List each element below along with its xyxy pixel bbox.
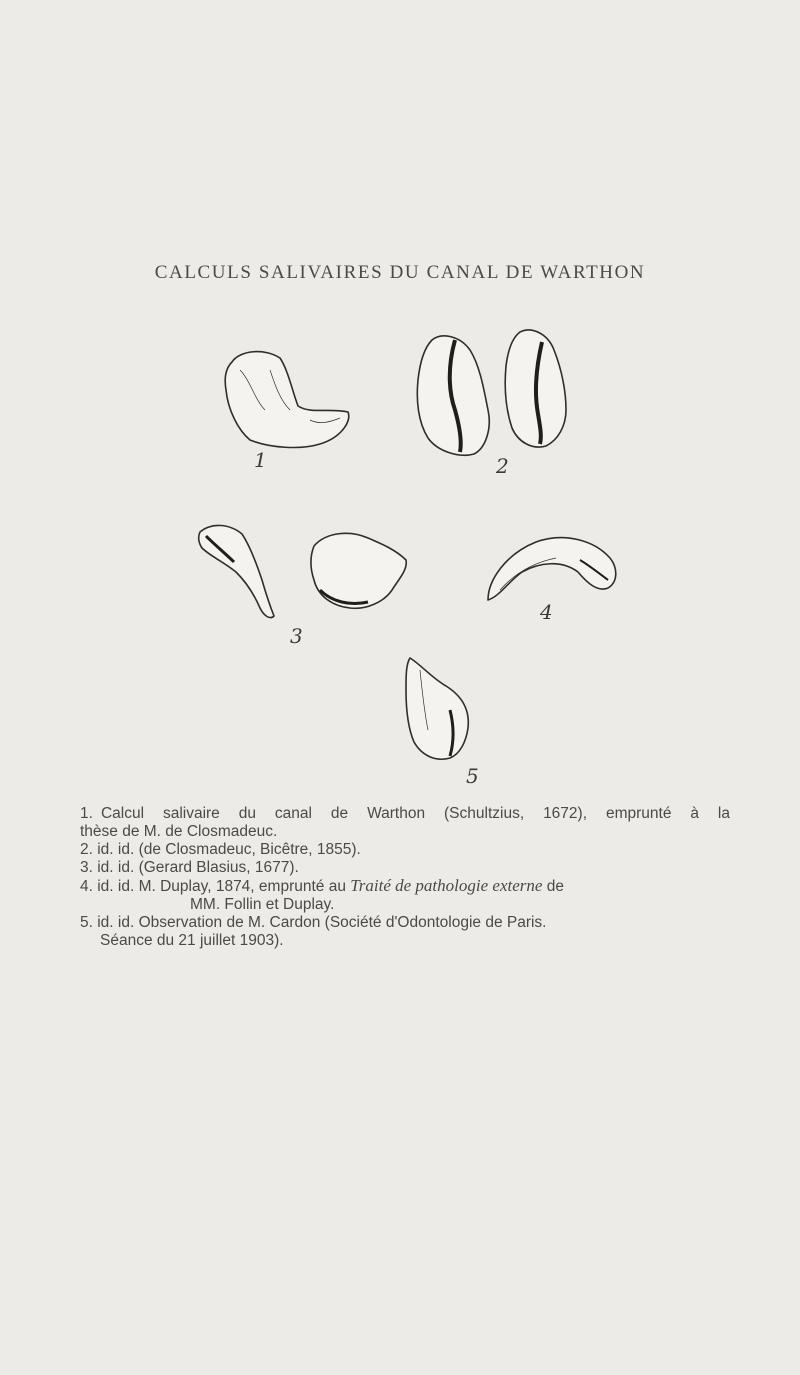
caption-1-number: 1.: [80, 805, 93, 822]
caption-5-line-1: 5. id. id. Observation de M. Cardon (Société d'Odontologie de Paris.: [80, 914, 547, 931]
figure-label-5: 5: [466, 764, 479, 788]
caption-4-line-1: [80, 877, 730, 896]
calculus-figure-2: [417, 330, 566, 455]
calculus-figure-5: [406, 658, 468, 759]
caption-4-text: 4. id. id. M. Duplay, 1874, emprunté au: [80, 878, 351, 895]
calculus-figure-3: [199, 525, 407, 617]
caption-3: 3. id. id. (Gerard Blasius, 1677).: [80, 859, 299, 876]
calculus-figure-1: [225, 352, 349, 448]
caption-1-line-2: thèse de M. de Closmadeuc.: [80, 823, 278, 840]
figure-label-4: 4: [540, 600, 553, 624]
figure-label-3: 3: [290, 624, 303, 648]
caption-1-line-1: [80, 805, 730, 823]
caption-4-tail: de: [542, 878, 564, 895]
caption-5-line-2: Séance du 21 juillet 1903).: [100, 932, 284, 949]
figure-label-2: 2: [496, 454, 509, 478]
caption-2: 2. id. id. (de Closmadeuc, Bicêtre, 1855).: [80, 841, 361, 858]
plate-title: CALCULS SALIVAIRES DU CANAL DE WARTHON: [154, 262, 646, 283]
calculus-figure-4: [488, 538, 616, 600]
calculi-illustration: [170, 310, 650, 800]
plate-caption: [80, 805, 730, 950]
caption-4-book-title: Traité de pathologie externe: [350, 876, 543, 895]
figure-label-1: 1: [254, 448, 267, 472]
caption-4-line-2: MM. Follin et Duplay.: [190, 896, 335, 913]
caption-1-text: Calcul salivaire du canal de Warthon (Schultzius, 1672), emprunté à la: [100, 805, 730, 822]
